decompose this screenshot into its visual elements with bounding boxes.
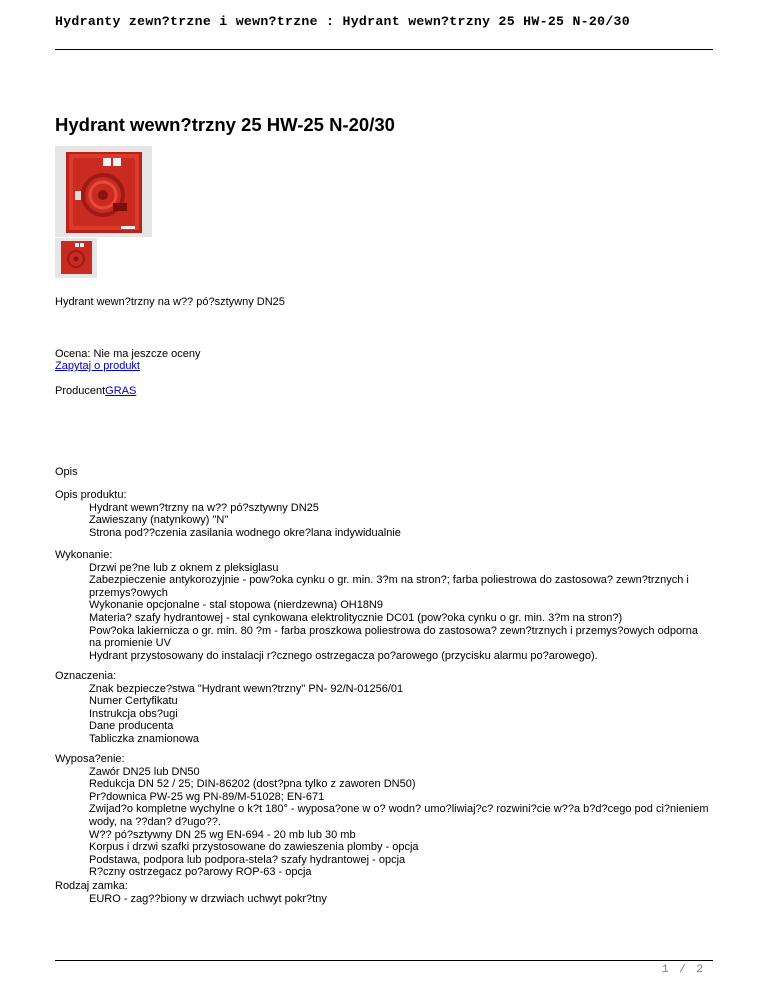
list-item: Hydrant przystosowany do instalacji r?cznego ostrzegacza po?arowego (przycisku alarmu po?arowego). xyxy=(89,649,598,662)
list-item: Zabezpieczenie antykorozyjnie - pow?oka cynku o gr. min. 3?m na stron?; farba poliestrowa do zastosowa? zewn?trznych i przemys?owych xyxy=(89,574,689,599)
list-item: Materia? szafy hydrantowej - stal cynkowana elektrolitycznie DC01 (pow?oka cynku o gr. min. 3?m na stron?) xyxy=(89,611,623,624)
section-workmanship xyxy=(55,549,713,662)
rating: Ocena: Nie ma jeszcze oceny xyxy=(55,348,201,360)
description-heading: Opis xyxy=(55,466,78,478)
list-item: Redukcja DN 52 / 25; DIN-86202 (dost?pna tylko z zaworen DN50) xyxy=(89,778,416,791)
list-item: Pr?downica PW-25 wg PN-89/M-51028; EN-671 xyxy=(89,790,325,803)
list-item: Znak bezpiecze?stwa "Hydrant wewn?trzny" PN- 92/N-01256/01 xyxy=(89,682,404,695)
list-item: Pow?oka lakiernicza o gr. min. 80 ?m - farba proszkowa poliestrowa do zastosowa? zewn?trznych i przemys?owych odporna na promienie UV xyxy=(89,624,698,650)
page-number: 1 / 2 xyxy=(662,964,706,976)
header-divider xyxy=(55,49,713,50)
ask-about-product-link[interactable]: Zapytaj o produkt xyxy=(55,360,140,372)
section-label: Wykonanie: xyxy=(55,549,113,561)
section-label: Rodzaj zamka: xyxy=(55,880,128,892)
section-label: Wyposa?enie: xyxy=(55,753,125,765)
page-title: Hydrant wewn?trzny 25 HW-25 N-20/30 xyxy=(55,114,395,135)
list-item: Zawieszany (natynkowy) "N" xyxy=(89,514,229,527)
section-label: Opis produktu: xyxy=(55,489,127,501)
section-markings xyxy=(55,670,403,746)
hydrant-thumbnail-image xyxy=(55,238,97,278)
list-item: Numer Certyfikatu xyxy=(89,695,178,708)
list-item: Tabliczka znamionowa xyxy=(89,732,200,745)
producer-link[interactable]: GRAS xyxy=(105,385,137,397)
list-item: W?? pó?sztywny DN 25 wg EN-694 - 20 mb lub 30 mb xyxy=(89,828,356,841)
product-image[interactable] xyxy=(55,146,152,237)
list-item: Korpus i drzwi szafki przystosowane do zawieszenia plomby - opcja xyxy=(89,841,419,854)
list-item: R?czny ostrzegacz po?arowy ROP-63 - opcja xyxy=(89,866,312,879)
list-item: Instrukcja obs?ugi xyxy=(89,707,178,720)
list-item: Zawór DN25 lub DN50 xyxy=(89,765,200,778)
list-item: Hydrant wewn?trzny na w?? pó?sztywny DN25 xyxy=(89,501,319,514)
list-item: Strona pod??czenia zasilania wodnego okre?lana indywidualnie xyxy=(89,526,401,539)
section-lock-type xyxy=(55,880,327,905)
page-header: Hydranty zewn?trzne i wewn?trzne : Hydrant wewn?trzny 25 HW-25 N-20/30 xyxy=(55,14,630,29)
list-item: EURO - zag??biony w drzwiach uchwyt pokr?tny xyxy=(89,892,327,905)
producer-label: Producent xyxy=(55,385,106,397)
short-description: Hydrant wewn?trzny na w?? pó?sztywny DN25 xyxy=(55,296,285,308)
product-thumbnail[interactable] xyxy=(55,238,97,278)
section-product-description xyxy=(55,489,401,539)
list-item: Wykonanie opcjonalne - stal stopowa (nierdzewna) OH18N9 xyxy=(89,599,383,612)
producer xyxy=(55,385,136,398)
list-item: Podstawa, podpora lub podpora-stela? szafy hydrantowej - opcja xyxy=(89,853,406,866)
hydrant-cabinet-image xyxy=(55,146,152,237)
list-item: Dane producenta xyxy=(89,720,174,733)
section-label: Oznaczenia: xyxy=(55,670,117,682)
list-item: Zwijad?o kompletne wychylne o k?t 180° - wyposa?one w o? wodn? umo?liwiaj?c? rozwini?cie w??a b?d?cego pod ci?nieniem wody, na ??dan? d?ugo??. xyxy=(89,803,709,828)
footer-divider xyxy=(55,960,713,961)
section-equipment xyxy=(55,753,713,879)
list-item: Drzwi pe?ne lub z oknem z pleksiglasu xyxy=(89,561,279,574)
